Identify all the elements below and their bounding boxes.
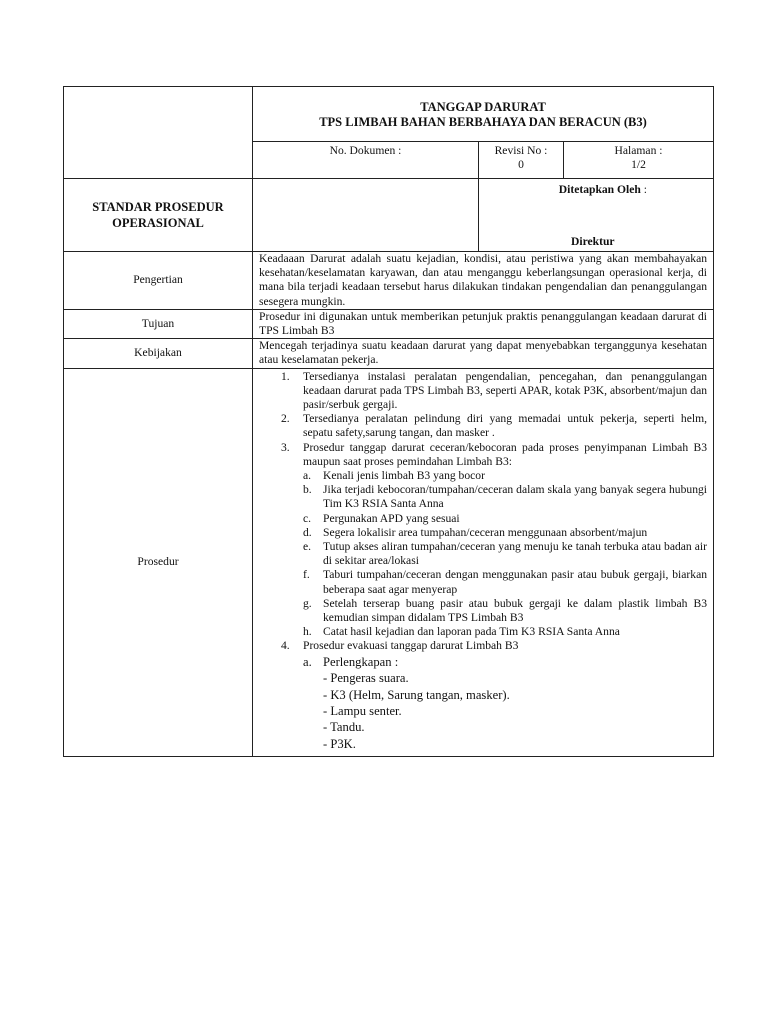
pengertian-text: Keadaaan Darurat adalah suatu kejadian, kondisi, atau peristiwa yang akan membahayakan kesehatan/keselamatan karyawan, dan atau menganggu keberlangsungan operasional kerja, di mana bila terjadi keadaan tersebut harus dilakukan tindakan pengendalian dan penanggulangan sesegera mungkin. (253, 252, 714, 310)
pengertian-label: Pengertian (64, 252, 253, 310)
sub-item-a: a. Kenali jenis limbah B3 yang bocor (303, 469, 485, 483)
sop-title-line-1: STANDAR PROSEDUR (92, 200, 224, 214)
sub-item-b: b. Jika terjadi kebocoran/tumpahan/ceceran dalam skala yang banyak segera hubungi Tim K3 RSIA Santa Anna (303, 483, 708, 511)
blank-cell (253, 179, 479, 252)
sub-item-e: e. Tutup akses aliran tumpahan/ceceran yang menuju ke tanah terbuka atau badan air di sekitar area/lokasi (303, 540, 708, 568)
halaman-cell (564, 142, 714, 179)
prosedur-list (253, 370, 713, 753)
revisi-cell (479, 142, 564, 179)
equipment-item: - Lampu senter. (323, 703, 402, 718)
prosedur-item-3: 3. Prosedur tanggap darurat ceceran/kebocoran pada proses penyimpanan Limbah B3 maupun saat proses pemindahan Limbah B3: a. Kenali jenis limbah B3 yang bocor b. Jika terjadi kebocoran/tumpahan/ceceran dalam skala yang banyak segera hubungi Tim K3 RSIA Santa Anna c. Pergunakan APD yang sesuai d. Segera lokalisir area tumpahan/ceceran menggunaan absorbent/majun e. Tutup akses aliran tumpahan/ceceran yang menuju ke tanah terbuka atau badan air di sekitar area/lokasi f. Taburi tumpahan/ceceran dengan menggunakan pasir atau bubuk gergaji, biarkan beberapa saat agar menyerap g. Setelah terserap buang pasir atau bubuk gergaji ke dalam plastik limbah B3 kemudian simpan didalam TPS Limbah B3 h. Catat hasil kejadian dan laporan pada Tim K3 RSIA Santa Anna (253, 441, 707, 640)
kebijakan-text: Mencegah terjadinya suatu keadaan darurat yang dapat menyebabkan terganggunya kesehatan atau keselamatan pekerja. (253, 339, 714, 368)
halaman-label: Halaman : (614, 144, 663, 157)
sub-item-h: h. Catat hasil kejadian dan laporan pada Tim K3 RSIA Santa Anna (303, 625, 620, 639)
sub-item-g: g. Setelah terserap buang pasir atau bubuk gergaji ke dalam plastik limbah B3 kemudian simpan didalam TPS Limbah B3 (303, 596, 708, 625)
prosedur-cell (253, 368, 714, 757)
tujuan-text: Prosedur ini digunakan untuk memberikan petunjuk praktis penanggulangan keadaan darurat di TPS Limbah B3 (253, 309, 714, 338)
no-dokumen-cell (253, 142, 479, 179)
document-title (253, 87, 714, 142)
sub-item-d: d. Segera lokalisir area tumpahan/ceceran menggunaan absorbent/majun (303, 525, 648, 539)
sop-title-line-2: OPERASIONAL (112, 216, 204, 230)
no-dokumen-label: No. Dokumen : (329, 144, 402, 157)
halaman-value: 1/2 (631, 158, 646, 171)
sub4-item-a: a. Perlengkapan : (303, 654, 399, 669)
prosedur-item-2: 2. Tersedianya peralatan pelindung diri yang memadai untuk pekerja, seperti helm, sepatu safety,sarung tangan, dan masker . (281, 412, 708, 440)
equipment-item: - Pengeras suara. (323, 671, 409, 686)
logo-cell (64, 87, 253, 179)
ditetapkan-label: Ditetapkan Oleh : (558, 183, 648, 196)
prosedur-4-sublist (303, 654, 707, 670)
equipment-item: - K3 (Helm, Sarung tangan, masker). (323, 687, 510, 702)
prosedur-item-1: 1. Tersedianya instalasi peralatan pengendalian, pencegahan, dan penanggulangan keadaan darurat pada TPS Limbah B3, seperti APAR, kotak P3K, absorbent/majun dan pasir/serbuk gergaji. (281, 369, 708, 412)
approval-cell (479, 179, 714, 252)
title-line-1: TANGGAP DARURAT (420, 100, 546, 114)
prosedur-item-4: 4. Prosedur evakuasi tanggap darurat Limbah B3 a. Perlengkapan : - Pengeras suara. - K3 (Helm, Sarung tangan, masker). - Lampu senter. - Tandu. - P3K. (253, 639, 707, 752)
sop-table (63, 86, 714, 757)
equipment-item: - P3K. (323, 736, 356, 751)
prosedur-label: Prosedur (64, 368, 253, 757)
title-line-2: TPS LIMBAH BAHAN BERBAHAYA DAN BERACUN (B3) (319, 115, 647, 129)
sop-document (63, 86, 713, 757)
revisi-label: Revisi No : (494, 144, 548, 157)
tujuan-label: Tujuan (64, 309, 253, 338)
direktur-label: Direktur (571, 235, 615, 248)
kebijakan-label: Kebijakan (64, 339, 253, 368)
sop-title-cell (64, 179, 253, 252)
sub-item-f: f. Taburi tumpahan/ceceran dengan menggunakan pasir atau bubuk gergaji, biarkan beberapa saat agar menyerap (303, 568, 708, 596)
revisi-value: 0 (518, 158, 524, 171)
prosedur-3-sublist (303, 469, 707, 639)
equipment-item: - Tandu. (323, 720, 365, 735)
sub-item-c: c. Pergunakan APD yang sesuai (303, 511, 460, 525)
